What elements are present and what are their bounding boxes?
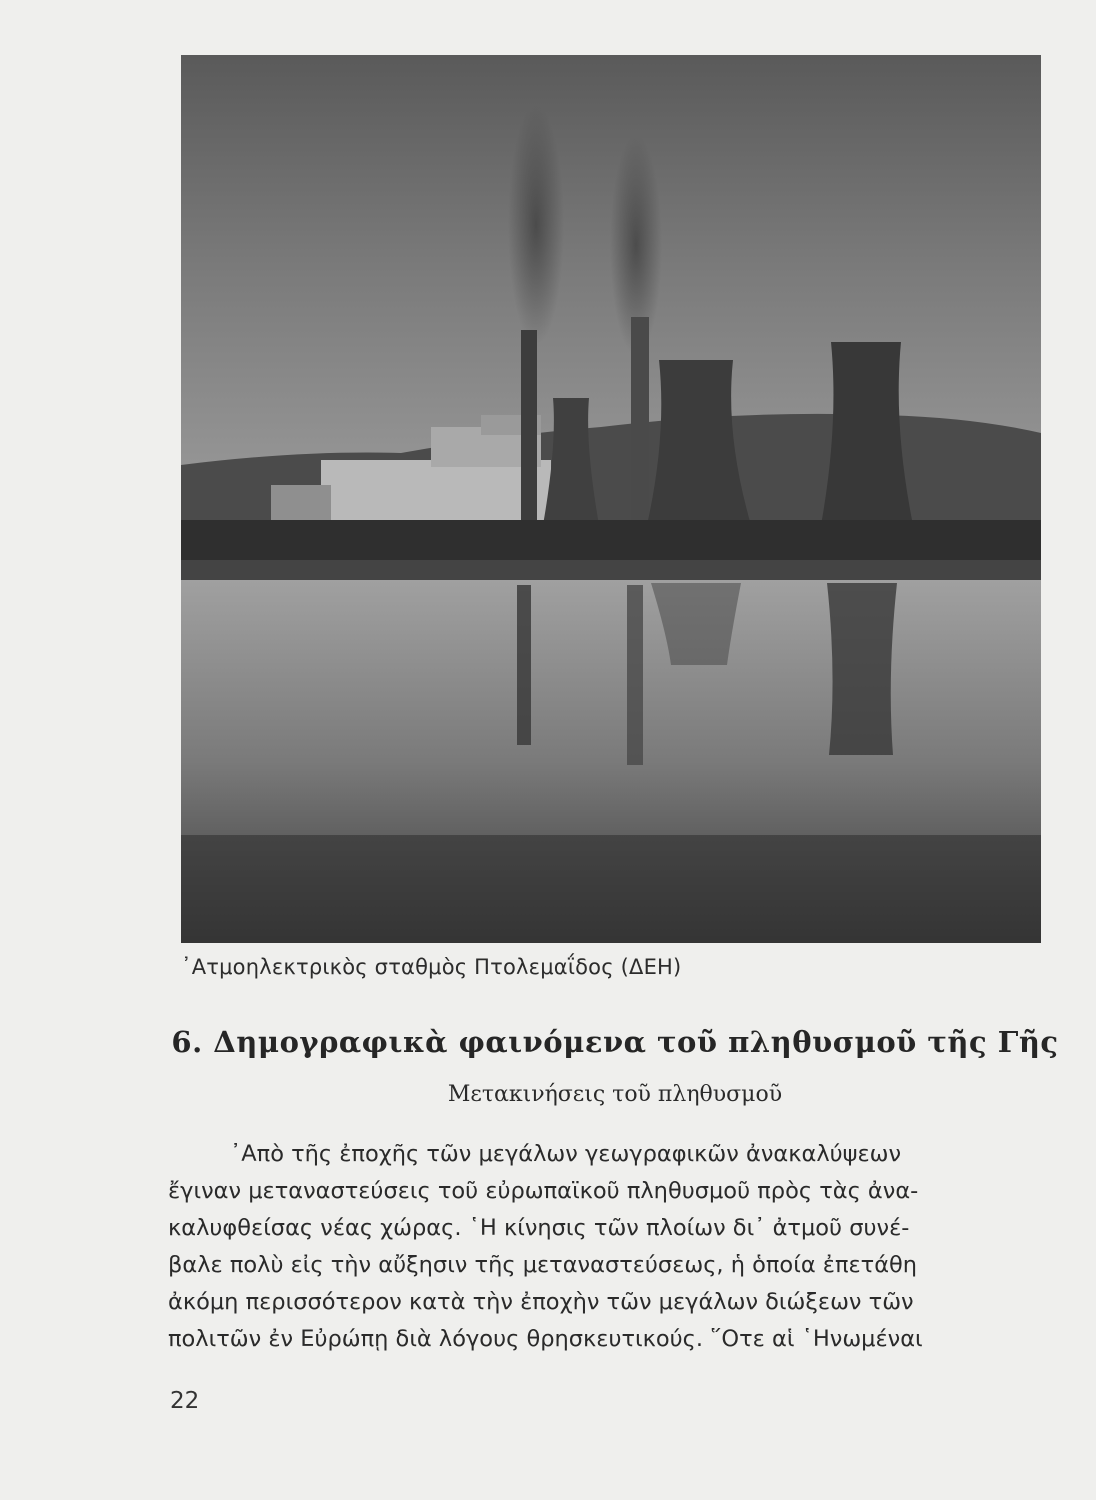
page-number: 22 [170, 1388, 200, 1414]
power-station-photo [181, 55, 1041, 943]
paragraph-line: πολιτῶν ἐν Εὐρώπῃ διὰ λόγους θρησκευτικούς. ῞Οτε αἱ ῾Ηνωμέναι [168, 1326, 923, 1352]
section-title: 6. Δημογραφικὰ φαινόμενα τοῦ πληθυσμοῦ τῆς Γῆς [171, 1025, 1059, 1059]
paragraph-line: ἔγιναν μεταναστεύσεις τοῦ εὐρωπαϊκοῦ πληθυσμοῦ πρὸς τὰς ἀνα- [168, 1178, 919, 1204]
paragraph-line: ἀκόμη περισσότερον κατὰ τὴν ἐποχὴν τῶν μεγάλων διώξεων τῶν [168, 1289, 914, 1315]
paragraph-line: ᾿Απὸ τῆς ἐποχῆς τῶν μεγάλων γεωγραφικῶν ἀνακαλύψεων [230, 1141, 902, 1167]
body-paragraph [168, 1136, 1034, 1358]
figure-caption: ᾿Ατμοηλεκτρικὸς σταθμὸς Πτολεμαΐδος (ΔΕΗ) [181, 955, 682, 979]
paragraph-line: καλυφθείσας νέας χώρας. ῾Η κίνησις τῶν πλοίων δι᾿ ἀτμοῦ συνέ- [168, 1215, 910, 1241]
section-subtitle: Μετακινήσεις τοῦ πληθυσμοῦ [447, 1082, 783, 1107]
paragraph-line: βαλε πολὺ εἰς τὴν αὔξησιν τῆς μεταναστεύσεως, ἡ ὁποία ἐπετάθη [168, 1252, 918, 1278]
